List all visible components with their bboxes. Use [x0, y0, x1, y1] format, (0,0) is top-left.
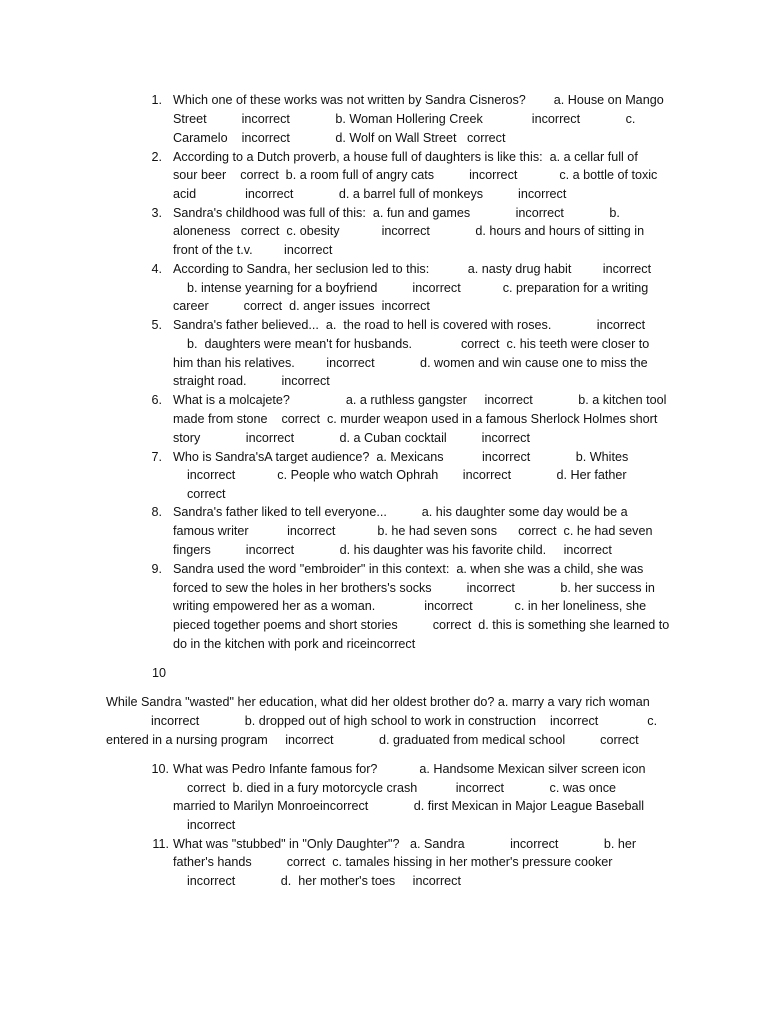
question-number: 8.	[151, 505, 162, 519]
question-6-line-1: What is a molcajete? a. a ruthless gangster incorrect b. a kitchen tool	[173, 393, 667, 407]
question-4-line-3: career correct d. anger issues incorrect	[173, 299, 430, 313]
unnumbered-question-line-1: While Sandra "wasted" her education, what did her oldest brother do? a. marry a vary rich woman	[106, 695, 650, 709]
question-number: 7.	[151, 450, 162, 464]
question-number: 5.	[151, 318, 162, 332]
question-7-line-2: incorrect c. People who watch Ophrah incorrect d. Her father	[173, 468, 627, 482]
question-5-line-2: b. daughters were mean't for husbands. correct c. his teeth were closer to	[173, 337, 650, 351]
question-7-line-3: correct	[173, 487, 226, 501]
question-9-line-1: Sandra used the word "embroider" in this context: a. when she was a child, she was	[173, 562, 644, 576]
question-2-line-1: According to a Dutch proverb, a house full of daughters is like this: a. a cellar full of	[173, 150, 638, 164]
question-number: 2.	[151, 150, 162, 164]
unnumbered-question-line-2: incorrect b. dropped out of high school to work in construction incorrect c.	[151, 714, 658, 728]
question-3-line-2: aloneness correct c. obesity incorrect d. hours and hours of sitting in	[173, 224, 645, 238]
question-3-line-3: front of the t.v. incorrect	[173, 243, 333, 257]
question-10-line-3: married to Marilyn Monroeincorrect d. first Mexican in Major League Baseball	[173, 799, 645, 813]
question-10-line-4: incorrect	[173, 818, 236, 832]
question-1-line-1: Which one of these works was not written by Sandra Cisneros? a. House on Mango	[173, 93, 664, 107]
question-8-line-2: famous writer incorrect b. he had seven sons correct c. he had seven	[173, 524, 653, 538]
question-6-line-2: made from stone correct c. murder weapon used in a famous Sherlock Holmes short	[173, 412, 658, 426]
question-11-line-1: What was "stubbed" in "Only Daughter"? a. Sandra incorrect b. her	[173, 837, 637, 851]
question-9-line-4: pieced together poems and short stories correct d. this is something she learned to	[173, 618, 670, 632]
question-9-line-2: forced to sew the holes in her brothers's socks incorrect b. her success in	[173, 581, 655, 595]
question-9-line-3: writing empowered her as a woman. incorrect c. in her loneliness, she	[173, 599, 647, 613]
question-1-line-3: Caramelo incorrect d. Wolf on Wall Street correct	[173, 131, 506, 145]
unnumbered-question-line-3: entered in a nursing program incorrect d. graduated from medical school correct	[106, 733, 639, 747]
question-2-line-3: acid incorrect d. a barrel full of monkeys incorrect	[173, 187, 567, 201]
question-number: 1.	[151, 93, 162, 107]
question-7-line-1: Who is Sandra'sA target audience? a. Mexicans incorrect b. Whites	[173, 450, 629, 464]
question-10-line-2: correct b. died in a fury motorcycle crash incorrect c. was once	[173, 781, 617, 795]
question-8-line-1: Sandra's father liked to tell everyone... a. his daughter some day would be a	[173, 505, 628, 519]
question-4-line-2: b. intense yearning for a boyfriend incorrect c. preparation for a writing	[173, 281, 649, 295]
question-9-line-5: do in the kitchen with pork and riceincorrect	[173, 637, 416, 651]
question-number: 4.	[151, 262, 162, 276]
question-5-line-1: Sandra's father believed... a. the road to hell is covered with roses. incorrect	[173, 318, 646, 332]
question-5-line-4: straight road. incorrect	[173, 374, 330, 388]
question-number: 10.	[151, 762, 169, 776]
question-2-line-2: sour beer correct b. a room full of angry cats incorrect c. a bottle of toxic	[173, 168, 658, 182]
question-10-line-1: What was Pedro Infante famous for? a. Handsome Mexican silver screen icon	[173, 762, 646, 776]
question-11-line-3: incorrect d. her mother's toes incorrect	[173, 874, 461, 888]
question-3-line-1: Sandra's childhood was full of this: a. fun and games incorrect b.	[173, 206, 620, 220]
question-1-line-2: Street incorrect b. Woman Hollering Creek incorrect c.	[173, 112, 636, 126]
question-6-line-3: story incorrect d. a Cuban cocktail incorrect	[173, 431, 530, 445]
question-number: 11.	[152, 837, 169, 851]
question-8-line-3: fingers incorrect d. his daughter was his favorite child. incorrect	[173, 543, 612, 557]
question-number: 6.	[151, 393, 162, 407]
question-5-line-3: him than his relatives. incorrect d. women and win cause one to miss the	[173, 356, 648, 370]
question-number: 3.	[151, 206, 162, 220]
question-4-line-1: According to Sandra, her seclusion led to this: a. nasty drug habit incorrect	[173, 262, 652, 276]
question-number: 9.	[151, 562, 162, 576]
standalone-number: 10	[152, 666, 167, 680]
question-11-line-2: father's hands correct c. tamales hissing in her mother's pressure cooker	[173, 855, 613, 869]
